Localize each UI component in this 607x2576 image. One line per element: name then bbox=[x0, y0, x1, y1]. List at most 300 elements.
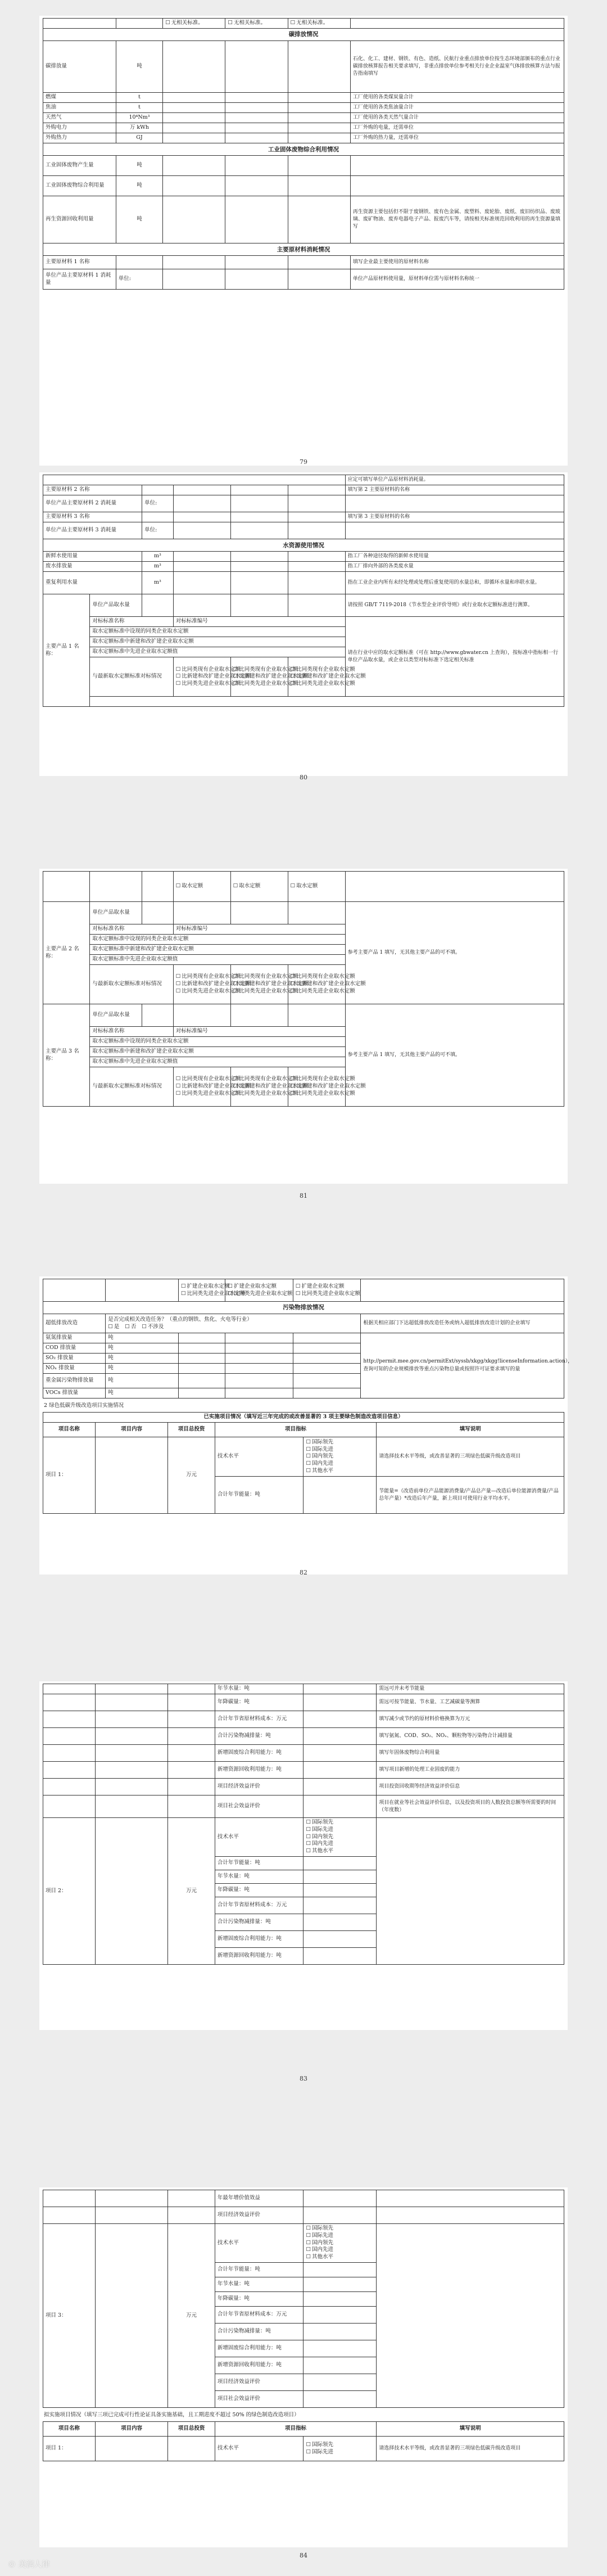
checkbox-option[interactable]: ☐ 扩建企业取水定额 bbox=[228, 1283, 291, 1291]
value-cell[interactable] bbox=[304, 2277, 377, 2292]
row-label: 年降碳量：吨 bbox=[215, 1884, 304, 1897]
checkbox-option[interactable]: ☐ 国内先进 bbox=[306, 1840, 374, 1848]
row-unit: 吨 bbox=[116, 41, 162, 93]
value-cell[interactable] bbox=[225, 113, 288, 123]
value-cell[interactable] bbox=[225, 1374, 293, 1388]
section-title: 工业固体废物综合利用情况 bbox=[43, 143, 564, 156]
checkbox-option[interactable]: ☐ 其他水平 bbox=[306, 1848, 374, 1855]
value-cell[interactable] bbox=[288, 133, 350, 143]
value-cell[interactable] bbox=[293, 1343, 361, 1354]
checkbox-option[interactable]: ☐ 比同类先进企业取水定额 bbox=[176, 988, 228, 995]
row-unit: 单位: bbox=[142, 522, 174, 539]
row-note: 指工厂排向外部的各类废水量 bbox=[345, 562, 564, 572]
value-cell[interactable] bbox=[288, 256, 350, 269]
checkbox-option[interactable]: ☐ 比同类先进企业取水定额 bbox=[233, 680, 286, 688]
page-number: 79 bbox=[300, 458, 307, 466]
value-cell[interactable] bbox=[288, 269, 350, 290]
value-cell[interactable] bbox=[288, 495, 345, 512]
checkbox-option[interactable]: ☐ 比同类现有企业取水定额 bbox=[291, 1076, 343, 1083]
checkbox-option[interactable]: ☐ 比同类先进企业取水定额 bbox=[228, 1291, 291, 1298]
col-header: 项目指标 bbox=[215, 2422, 376, 2437]
checkbox-option[interactable]: ☐ 比新建和改扩建企业取水定额 bbox=[233, 981, 286, 988]
checkbox-option[interactable]: ☐ 无相关标准。 bbox=[291, 20, 348, 27]
value-cell[interactable] bbox=[230, 485, 288, 495]
row-note: 填写第 3 主要原材料的名称 bbox=[345, 512, 564, 522]
value-cell[interactable] bbox=[230, 902, 288, 924]
row-note: 应定可填写单位产品原材料消耗量。 bbox=[345, 475, 564, 485]
row-unit: m³ bbox=[142, 552, 174, 562]
row-unit: 吨 bbox=[106, 1343, 179, 1354]
col-header: 项目总投资 bbox=[168, 2422, 215, 2437]
value-cell[interactable] bbox=[288, 572, 345, 594]
project-name: 项目 1： bbox=[43, 1437, 96, 1514]
row-label: 超低排放改造 bbox=[43, 1314, 106, 1333]
value-cell[interactable] bbox=[225, 1333, 293, 1343]
value-cell[interactable] bbox=[95, 1818, 168, 1965]
value-cell[interactable] bbox=[304, 1884, 377, 1897]
value-cell[interactable] bbox=[225, 176, 288, 196]
row-label: 新鲜水使用量 bbox=[43, 552, 142, 562]
checkbox-option[interactable]: ☐ 比同类现有企业取水定额 bbox=[176, 973, 228, 981]
section-title: 碳排放情况 bbox=[43, 29, 564, 41]
value-cell[interactable] bbox=[288, 113, 350, 123]
row-note: 再生资源主要包括但不限于废钢铁、废有色金属、废塑料、废轮胎、废纸、废旧纺织品、废玻璃、废矿物油、废弃电器电子产品、报废汽车等，请按相关标准规范回收利用的再生资源量填写 bbox=[350, 196, 564, 243]
value-cell[interactable] bbox=[288, 902, 345, 924]
row-label: 对标标准名称 bbox=[90, 617, 173, 627]
row-label: 取水定额标准中新建和改扩建企业取水定额 bbox=[90, 945, 345, 955]
value-cell[interactable] bbox=[173, 1004, 230, 1027]
value-cell[interactable] bbox=[95, 2437, 168, 2461]
checkbox-option[interactable]: ☐ 扩建企业取水定额 bbox=[181, 1283, 223, 1291]
value-cell[interactable] bbox=[304, 1745, 377, 1762]
checkbox-option[interactable]: ☐ 比同类先进企业取水定额 bbox=[181, 1291, 223, 1298]
value-cell[interactable] bbox=[288, 123, 350, 133]
row-label: 对标标准编号 bbox=[173, 924, 345, 935]
row-label: 取水定额标准中设现的同类企业取水定额 bbox=[90, 935, 345, 945]
value-cell[interactable] bbox=[304, 1948, 377, 1965]
row-note: 填写减少或节约的原材料价格换算为万元 bbox=[377, 1711, 564, 1728]
value-cell[interactable] bbox=[173, 572, 230, 594]
row-note: 工厂外购的热力量，还需单位 bbox=[350, 133, 564, 143]
row-note bbox=[345, 495, 564, 512]
row-label: 单位产品主要原材料 3 消耗量 bbox=[43, 522, 142, 539]
col-header: 项目指标 bbox=[215, 1423, 376, 1437]
section-heading: 2 绿色低碳升级改造项目实施情况 bbox=[44, 1402, 124, 1409]
checkbox-option[interactable]: ☐ 比新建和改扩建企业取水定额 bbox=[291, 673, 343, 680]
checkbox-option[interactable]: ☐ 比同类先进企业取水定额 bbox=[291, 1090, 343, 1098]
checkbox-option[interactable]: ☐ 比同类现有企业取水定额 bbox=[291, 666, 343, 674]
row-label: 外购电力 bbox=[43, 123, 116, 133]
checkbox-option[interactable]: ☐ 国际领先 bbox=[306, 2225, 374, 2232]
value-cell[interactable] bbox=[179, 1343, 225, 1354]
row-label: 主要原材料 3 名称 bbox=[43, 512, 142, 522]
value-cell[interactable] bbox=[163, 93, 225, 103]
row-label: 合计年节省原材料成本：万元 bbox=[215, 1897, 304, 1914]
value-cell[interactable] bbox=[230, 495, 288, 512]
row-label: 取水定额标准中先进企业取水定额值 bbox=[90, 955, 345, 965]
row-note: 节能量=（改造前单位产品能源消费量/产品总产量—改造后单位能源消费量/产品总年产量）*改造后年产量，新上项目可使用行业平均水平。 bbox=[377, 1477, 564, 1514]
checkbox-option[interactable]: ☐ 国际领先 bbox=[306, 1819, 374, 1826]
checkbox-option[interactable]: ☐ 国际领先 bbox=[306, 1439, 374, 1446]
row-note: 项目投资回收期等经济效益评价信息 bbox=[377, 1779, 564, 1795]
value-cell[interactable] bbox=[304, 2190, 377, 2207]
row-label: 重金属污染物排放量 bbox=[43, 1374, 106, 1388]
value-cell[interactable] bbox=[304, 1931, 377, 1948]
project2-table bbox=[43, 1684, 564, 1965]
row-unit: GJ bbox=[116, 133, 162, 143]
checkbox-option[interactable]: ☐ 无相关标准。 bbox=[165, 20, 223, 27]
row-label: 与最新取水定额标准对标情况 bbox=[90, 965, 173, 1004]
row-label: 技术水平 bbox=[215, 1818, 304, 1857]
row-label: 合计年节省原材料成本：万元 bbox=[215, 2307, 304, 2324]
value-cell[interactable] bbox=[230, 572, 288, 594]
row-label: 再生资源回收利用量 bbox=[43, 196, 116, 243]
value-cell[interactable] bbox=[230, 512, 288, 522]
value-cell[interactable] bbox=[225, 103, 288, 113]
value-cell[interactable] bbox=[304, 1897, 377, 1914]
value-cell[interactable] bbox=[304, 1684, 377, 1694]
value-cell[interactable] bbox=[288, 512, 345, 522]
col-header: 填写说明 bbox=[377, 1423, 564, 1437]
value-cell[interactable] bbox=[163, 269, 225, 290]
checkbox-option[interactable]: ☐ 国内先进 bbox=[306, 2246, 374, 2254]
row-label: 重复利用水量 bbox=[43, 572, 142, 594]
row-label: 年降碳量：吨 bbox=[215, 2292, 304, 2307]
product-label: 主要产品 1 名称： bbox=[43, 594, 90, 707]
value-cell[interactable] bbox=[225, 1354, 293, 1364]
value-cell[interactable] bbox=[225, 196, 288, 243]
value-cell[interactable] bbox=[304, 1779, 377, 1795]
checkbox-option[interactable]: ☐ 扩建企业取水定额 bbox=[296, 1283, 359, 1291]
row-label: 合计年节能量：吨 bbox=[215, 2263, 304, 2277]
checkbox-option[interactable]: ☐ 比同类先进企业取水定额 bbox=[176, 680, 228, 688]
value-cell[interactable] bbox=[288, 41, 350, 93]
row-label: 新增固废综合利用能力：吨 bbox=[215, 1745, 304, 1762]
value-cell[interactable] bbox=[288, 1004, 345, 1027]
section-heading: 拟实施项目情况（填写三项已完成可行性论证具备实施基础，且工期进度不超过 50% 的绿色制造改造项目） bbox=[44, 2412, 300, 2419]
value-cell[interactable] bbox=[163, 133, 225, 143]
section-title: 主要原材料消耗情况 bbox=[43, 243, 564, 256]
value-cell[interactable] bbox=[173, 552, 230, 562]
row-label: 合计年节省原材料成本：万元 bbox=[215, 1711, 304, 1728]
row-note: 工厂使用的各类煤炭量合计 bbox=[350, 93, 564, 103]
value-cell[interactable] bbox=[225, 156, 288, 176]
row-label: NOₓ 排放量 bbox=[43, 1364, 106, 1374]
page-number: 82 bbox=[300, 1569, 307, 1576]
value-cell[interactable] bbox=[163, 196, 225, 243]
row-unit: 万元 bbox=[168, 2224, 215, 2408]
value-cell[interactable] bbox=[304, 2292, 377, 2307]
product-table bbox=[43, 871, 564, 1107]
checkbox-option[interactable]: ☐ 否 bbox=[125, 1324, 136, 1330]
row-label: 项目社会效益评价 bbox=[215, 1795, 304, 1818]
value-cell[interactable] bbox=[225, 269, 288, 290]
checkbox-option[interactable]: ☐ 国内领先 bbox=[306, 1453, 374, 1460]
row-label: 项目经济效益评价 bbox=[215, 1779, 304, 1795]
value-cell[interactable] bbox=[288, 196, 350, 243]
col-header: 填写说明 bbox=[377, 2422, 564, 2437]
checkbox-option[interactable]: ☐ 比同类现有企业取水定额 bbox=[291, 973, 343, 981]
checkbox-option[interactable]: ☐ 比新建和改扩建企业取水定额 bbox=[291, 1083, 343, 1090]
value-cell[interactable] bbox=[288, 156, 350, 176]
value-cell[interactable] bbox=[304, 1870, 377, 1884]
row-unit: m³ bbox=[142, 562, 174, 572]
row-label: 合计污染物减排量：吨 bbox=[215, 1728, 304, 1745]
checkbox-option[interactable]: ☐ 其他水平 bbox=[306, 1468, 374, 1475]
row-label: 主要原材料 2 名称 bbox=[43, 485, 142, 495]
value-cell[interactable] bbox=[288, 485, 345, 495]
row-unit: 单位: bbox=[116, 269, 162, 290]
row-label: 取水定额标准中设现的同类企业取水定额 bbox=[90, 1037, 345, 1047]
row-unit: 吨 bbox=[106, 1388, 179, 1398]
checkbox-option[interactable]: ☐ 比新建和改扩建企业取水定额 bbox=[233, 673, 286, 680]
project-name: 项目 1： bbox=[43, 2437, 96, 2461]
row-label: 天然气 bbox=[43, 113, 116, 123]
checkbox-option[interactable]: ☐ 取水定额 bbox=[291, 883, 343, 890]
value-cell[interactable] bbox=[288, 93, 350, 103]
value-cell[interactable] bbox=[163, 41, 225, 93]
value-cell[interactable] bbox=[163, 103, 225, 113]
value-cell[interactable] bbox=[225, 93, 288, 103]
value-cell[interactable] bbox=[288, 176, 350, 196]
row-note: 参考主要产品 1 填写，无其他主要产品的可不填。 bbox=[345, 1004, 564, 1107]
checkbox-option[interactable]: ☐ 比新建和改扩建企业取水定额 bbox=[291, 981, 343, 988]
checkbox-option[interactable]: ☐ 不涉及 bbox=[142, 1324, 164, 1330]
row-unit: 吨 bbox=[116, 196, 162, 243]
value-cell[interactable] bbox=[304, 1762, 377, 1779]
value-cell[interactable] bbox=[293, 1374, 361, 1388]
value-cell[interactable] bbox=[304, 2263, 377, 2277]
row-label: 合计年节能量：吨 bbox=[215, 1857, 304, 1870]
row-label: 工业固体废物产生量 bbox=[43, 156, 116, 176]
value-cell[interactable] bbox=[304, 2307, 377, 2324]
row-label: 焦油 bbox=[43, 103, 116, 113]
row-note: 请选择技术水平等级，或改善显著的三项绿色低碳升级改造项目 bbox=[377, 2437, 564, 2461]
row-unit: 吨 bbox=[106, 1374, 179, 1388]
checkbox-option[interactable]: ☐ 比同类现有企业取水定额 bbox=[176, 666, 228, 674]
value-cell[interactable] bbox=[173, 512, 230, 522]
row-label: 新增资源回收利用能力：吨 bbox=[215, 1948, 304, 1965]
row-unit bbox=[142, 485, 174, 495]
value-cell[interactable] bbox=[225, 133, 288, 143]
row-unit: 万 kWh bbox=[116, 123, 162, 133]
value-cell[interactable] bbox=[173, 495, 230, 512]
value-cell[interactable] bbox=[304, 2391, 377, 2408]
checkbox-option[interactable]: ☐ 比同类现有企业取水定额 bbox=[176, 1076, 228, 1083]
row-label: 合计污染物减排量：吨 bbox=[215, 1914, 304, 1931]
value-cell[interactable] bbox=[304, 1795, 377, 1818]
value-cell[interactable] bbox=[304, 1857, 377, 1870]
row-label: 取水定额标准中先进企业取水定额值 bbox=[90, 647, 345, 657]
row-unit: 吨 bbox=[106, 1354, 179, 1364]
value-cell[interactable] bbox=[163, 256, 225, 269]
value-cell[interactable] bbox=[304, 2324, 377, 2340]
checkbox-option[interactable]: ☐ 取水定额 bbox=[233, 883, 286, 890]
checkbox-option[interactable]: ☐ 比同类先进企业取水定额 bbox=[296, 1291, 359, 1298]
checkbox-option[interactable]: ☐ 国际领先 bbox=[306, 2442, 374, 2449]
row-note: 请选择技术水平等级，或改善显著的三项绿色低碳升级改造项目 bbox=[377, 1437, 564, 1477]
value-cell[interactable] bbox=[288, 552, 345, 562]
value-cell[interactable] bbox=[230, 1004, 288, 1027]
value-cell[interactable] bbox=[173, 522, 230, 539]
value-cell[interactable] bbox=[304, 2207, 377, 2224]
value-cell[interactable] bbox=[173, 594, 230, 617]
row-unit: m³ bbox=[142, 572, 174, 594]
row-label: 新增固废综合利用能力：吨 bbox=[215, 1931, 304, 1948]
row-note bbox=[350, 156, 564, 176]
checkbox-option[interactable]: ☐ 比同类现有企业取水定额 bbox=[233, 973, 286, 981]
col-header: 项目内容 bbox=[95, 2422, 168, 2437]
value-cell[interactable] bbox=[304, 1728, 377, 1745]
page-number: 80 bbox=[300, 774, 307, 781]
row-note: 指工厂各种途径取得的新鲜水使用量 bbox=[345, 552, 564, 562]
question-text: 是否完成相关改造任务？（重点的钢铁、焦化、火电等行业） bbox=[108, 1316, 252, 1323]
value-cell[interactable] bbox=[288, 562, 345, 572]
row-label: 技术水平 bbox=[215, 2437, 304, 2461]
row-note: 参考主要产品 1 填写，无其他主要产品的可不填。 bbox=[345, 902, 564, 1004]
checkbox-option[interactable]: ☐ 国际先进 bbox=[306, 2232, 374, 2240]
row-label: 合计年节能量：吨 bbox=[215, 1477, 304, 1514]
row-label: 取水定额标准中先进企业取水定额值 bbox=[90, 1057, 345, 1067]
value-cell[interactable] bbox=[179, 1388, 225, 1398]
row-label: 对标标准名称 bbox=[90, 1027, 173, 1037]
row-unit: 吨 bbox=[116, 156, 162, 176]
value-cell[interactable] bbox=[95, 2224, 168, 2408]
row-note: 请按照 GB/T 7119-2018《节水型企业评价导则》或行业取水定额标准进行测算。 bbox=[345, 594, 564, 617]
value-cell[interactable] bbox=[304, 1694, 377, 1711]
row-note: 指在工业企业内所有未经处理或处理后重复使用的水量总和，即循环水量和串联水量。 bbox=[345, 572, 564, 594]
value-cell[interactable] bbox=[173, 902, 230, 924]
value-cell[interactable] bbox=[179, 1354, 225, 1364]
checkbox-option[interactable]: ☐ 国际先进 bbox=[306, 1826, 374, 1834]
value-cell[interactable] bbox=[225, 1343, 293, 1354]
row-unit bbox=[142, 512, 174, 522]
value-cell[interactable] bbox=[179, 1364, 225, 1374]
checkbox-option[interactable]: ☐ 比同类现有企业取水定额 bbox=[233, 666, 286, 674]
row-note: 工厂使用的各类焦油量合计 bbox=[350, 103, 564, 113]
value-cell[interactable] bbox=[230, 594, 288, 617]
value-cell[interactable] bbox=[304, 2340, 377, 2357]
value-cell[interactable] bbox=[304, 1914, 377, 1931]
checkbox-option[interactable]: ☐ 比同类先进企业取水定额 bbox=[291, 680, 343, 688]
value-cell[interactable] bbox=[225, 256, 288, 269]
checkbox-option[interactable]: ☐ 国内领先 bbox=[306, 1834, 374, 1841]
row-note: 填写企业最主要使用的原材料名称 bbox=[350, 256, 564, 269]
value-cell[interactable] bbox=[304, 2357, 377, 2374]
row-unit: 万元 bbox=[168, 1437, 215, 1514]
row-note: 填写第 2 主要原材料的名称 bbox=[345, 485, 564, 495]
value-cell[interactable] bbox=[293, 1354, 361, 1364]
row-label: 技术水平 bbox=[215, 2224, 304, 2263]
row-unit bbox=[116, 256, 162, 269]
product-label: 主要产品 3 名称： bbox=[43, 1004, 90, 1107]
row-note: 需远可并未考节能量 bbox=[377, 1684, 564, 1694]
row-unit: 吨 bbox=[106, 1333, 179, 1343]
value-cell[interactable] bbox=[304, 1711, 377, 1728]
row-label: 单位产品取水量 bbox=[90, 594, 142, 617]
row-note: 石化、化工、建材、钢铁、有色、造纸、民航行业重点排放单位按生态环境部颁布的重点行业碳排放核算报告相关要求填写，非重点排放单位参考相关行业企业温室气体排放核算方法与报告指南填写 bbox=[350, 41, 564, 93]
row-note: 工厂外购的电量，还需单位 bbox=[350, 123, 564, 133]
value-cell[interactable] bbox=[225, 1364, 293, 1374]
row-label: 取水定额标准中新建和改扩建企业取水定额 bbox=[90, 637, 345, 647]
value-cell[interactable] bbox=[304, 2374, 377, 2391]
checkbox-option[interactable]: ☐ 比同类先进企业取水定额 bbox=[291, 988, 343, 995]
value-cell[interactable] bbox=[163, 113, 225, 123]
checkbox-option[interactable]: ☐ 是 bbox=[108, 1324, 119, 1330]
value-cell[interactable] bbox=[304, 1477, 377, 1514]
checkbox-option[interactable]: ☐ 国内先进 bbox=[306, 1460, 374, 1468]
row-label: 年节水量：吨 bbox=[215, 1684, 304, 1694]
value-cell[interactable] bbox=[225, 123, 288, 133]
row-label: 新增固废综合利用能力：吨 bbox=[215, 2340, 304, 2357]
value-cell[interactable] bbox=[288, 594, 345, 617]
value-cell[interactable] bbox=[230, 562, 288, 572]
section-title: 污染物排放情况 bbox=[43, 1302, 564, 1314]
checkbox-option[interactable]: ☐ 国际先进 bbox=[306, 1446, 374, 1454]
checkbox-option[interactable]: ☐ 比新建和改扩建企业取水定额 bbox=[176, 673, 228, 680]
row-label: 单位产品主要原材料 2 消耗量 bbox=[43, 495, 142, 512]
row-note bbox=[345, 522, 564, 539]
checkbox-option[interactable]: ☐ 比新建和改扩建企业取水定额 bbox=[176, 981, 228, 988]
project-name: 项目 3： bbox=[43, 2224, 96, 2408]
value-cell[interactable] bbox=[230, 552, 288, 562]
value-cell[interactable] bbox=[288, 103, 350, 113]
checkbox-option[interactable]: ☐ 比同类先进企业取水定额 bbox=[233, 1090, 286, 1098]
row-label: 技术水平 bbox=[215, 1437, 304, 1477]
value-cell[interactable] bbox=[163, 156, 225, 176]
row-label: 氨氮排放量 bbox=[43, 1333, 106, 1343]
value-cell[interactable] bbox=[293, 1364, 361, 1374]
checkbox-option[interactable]: ☐ 比同类先进企业取水定额 bbox=[233, 988, 286, 995]
checkbox-option[interactable]: ☐ 无相关标准。 bbox=[228, 20, 285, 27]
value-cell[interactable] bbox=[230, 522, 288, 539]
page-number: 84 bbox=[300, 2552, 307, 2559]
value-cell[interactable] bbox=[225, 1388, 293, 1398]
value-cell[interactable] bbox=[179, 1333, 225, 1343]
value-cell[interactable] bbox=[225, 41, 288, 93]
value-cell[interactable] bbox=[293, 1388, 361, 1398]
row-note: 根据关相应部门下达超低排放改造任务或纳入超低排放改造计划的企业填写 bbox=[361, 1314, 564, 1333]
row-unit: 10⁴Nm³ bbox=[116, 113, 162, 123]
value-cell[interactable] bbox=[95, 1437, 168, 1514]
row-label: 取水定额标准中设现的同类企业取水定额 bbox=[90, 627, 345, 637]
checkbox-option[interactable]: ☐ 国内领先 bbox=[306, 2240, 374, 2247]
checkbox-option[interactable]: ☐ 比同类先进企业取水定额 bbox=[176, 1090, 228, 1098]
project3-table bbox=[43, 2190, 564, 2408]
page-81 bbox=[39, 869, 568, 1184]
row-note: http://permit.mee.gov.cn/permitExt/syssb/xkgg/xkgg!licenseInformation.action），查询可知的企业规模排放等重点污染物总量或按照许可证要求填写的量 bbox=[361, 1333, 564, 1398]
value-cell[interactable] bbox=[173, 485, 230, 495]
value-cell[interactable] bbox=[288, 522, 345, 539]
checkbox-option[interactable]: ☐ 其他水平 bbox=[306, 2254, 374, 2261]
checkbox-option[interactable]: ☐ 比新建和改扩建企业取水定额 bbox=[233, 1083, 286, 1090]
checkbox-option[interactable]: ☐ 比同类现有企业取水定额 bbox=[233, 1076, 286, 1083]
checkbox-option[interactable]: ☐ 比新建和改扩建企业取水定额 bbox=[176, 1083, 228, 1090]
value-cell[interactable] bbox=[179, 1374, 225, 1388]
row-unit: 吨 bbox=[116, 176, 162, 196]
checkbox-option[interactable]: ☐ 取水定额 bbox=[176, 883, 228, 890]
value-cell[interactable] bbox=[163, 123, 225, 133]
row-note bbox=[350, 176, 564, 196]
row-label: SO₂ 排放量 bbox=[43, 1354, 106, 1364]
checkbox-option[interactable]: ☐ 国际先进 bbox=[306, 2449, 374, 2456]
value-cell[interactable] bbox=[173, 562, 230, 572]
value-cell[interactable] bbox=[293, 1333, 361, 1343]
row-label: COD 排放量 bbox=[43, 1343, 106, 1354]
row-label: 外购热力 bbox=[43, 133, 116, 143]
col-header: 项目名称 bbox=[43, 1423, 96, 1437]
value-cell[interactable] bbox=[163, 176, 225, 196]
